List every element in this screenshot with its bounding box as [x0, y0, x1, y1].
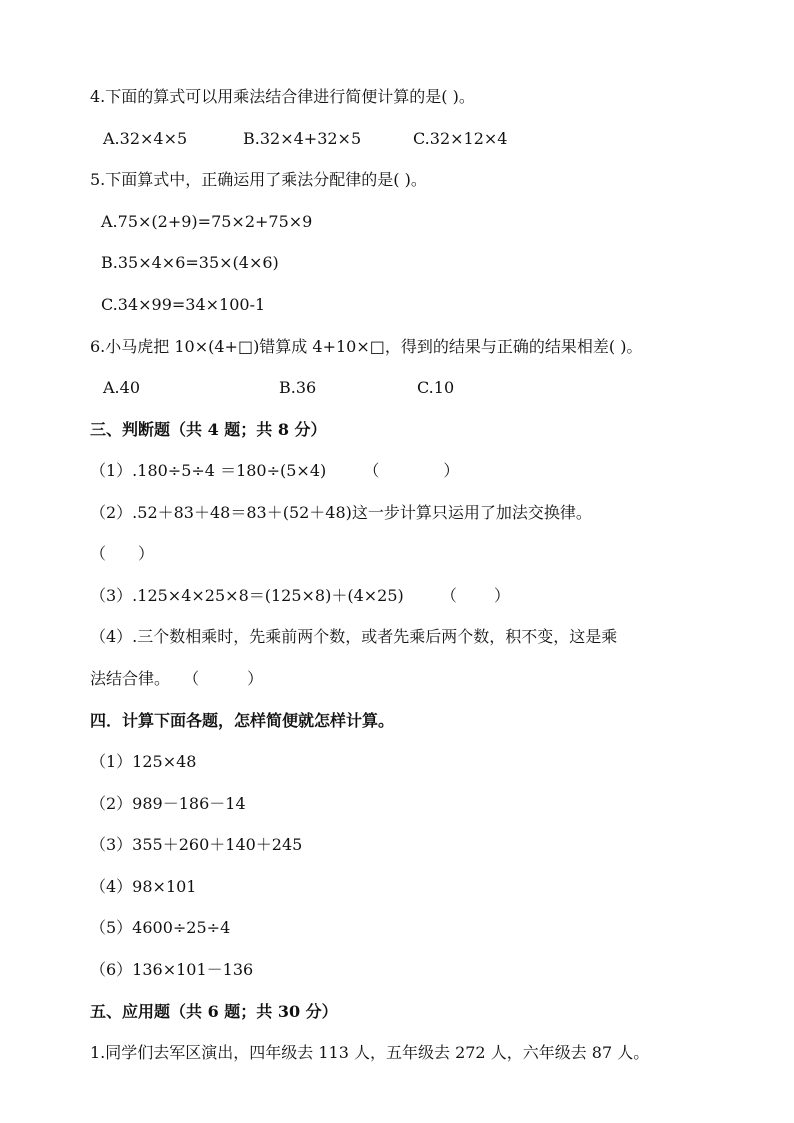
section-3-item-4-continued: 法结合律。 （ ） [90, 669, 264, 688]
section-4-item-2: （2）989－186－14 [90, 794, 246, 813]
question-6-stem: 6.小马虎把 10×(4+□)错算成 4+10×□，得到的结果与正确的结果相差( )。 [90, 337, 643, 356]
question-5-option-c: C.34×99=34×100-1 [101, 295, 266, 314]
question-6-option-b: B.36 [279, 378, 317, 397]
question-6-option-c: C.10 [417, 378, 455, 397]
section-4-item-4: （4）98×101 [90, 877, 197, 896]
question-4-stem: 4.下面的算式可以用乘法结合律进行简便计算的是( )。 [90, 87, 475, 106]
section-3-item-1: （1）.180÷5÷4 ＝180÷(5×4) （ ） [90, 461, 460, 480]
section-4-item-3: （3）355＋260＋140＋245 [90, 835, 303, 854]
section-4-item-1: （1）125×48 [90, 752, 197, 771]
question-4-option-b: B.32×4+32×5 [243, 129, 362, 148]
question-4-option-a: A.32×4×5 [103, 129, 188, 148]
section-5-item-1: 1.同学们去军区演出，四年级去 113 人，五年级去 272 人，六年级去 87 人。 [90, 1043, 650, 1062]
question-5-option-b: B.35×4×6=35×(4×6) [101, 253, 279, 272]
question-6-option-a: A.40 [103, 378, 140, 397]
question-5-option-a: A.75×(2+9)=75×2+75×9 [101, 212, 313, 231]
section-3-heading: 三、判断题（共 4 题；共 8 分） [90, 420, 327, 439]
section-3-item-4: （4）.三个数相乘时，先乘前两个数，或者先乘后两个数，积不变，这是乘 [90, 627, 618, 646]
question-4-option-c: C.32×12×4 [413, 129, 508, 148]
section-5-heading: 五、应用题（共 6 题；共 30 分） [90, 1002, 338, 1021]
section-4-item-5: （5）4600÷25÷4 [90, 918, 231, 937]
section-4-heading: 四．计算下面各题，怎样简便就怎样计算。 [90, 711, 395, 730]
question-5-stem: 5.下面算式中，正确运用了乘法分配律的是( )。 [90, 170, 427, 189]
section-4-item-6: （6）136×101－136 [90, 960, 254, 979]
section-3-item-2: （2）.52＋83＋48＝83＋(52＋48)这一步计算只运用了加法交换律。 [90, 503, 592, 522]
section-3-item-2-bracket: （ ） [90, 544, 155, 563]
section-3-item-3: （3）.125×4×25×8＝(125×8)＋(4×25) （ ） [90, 586, 510, 605]
